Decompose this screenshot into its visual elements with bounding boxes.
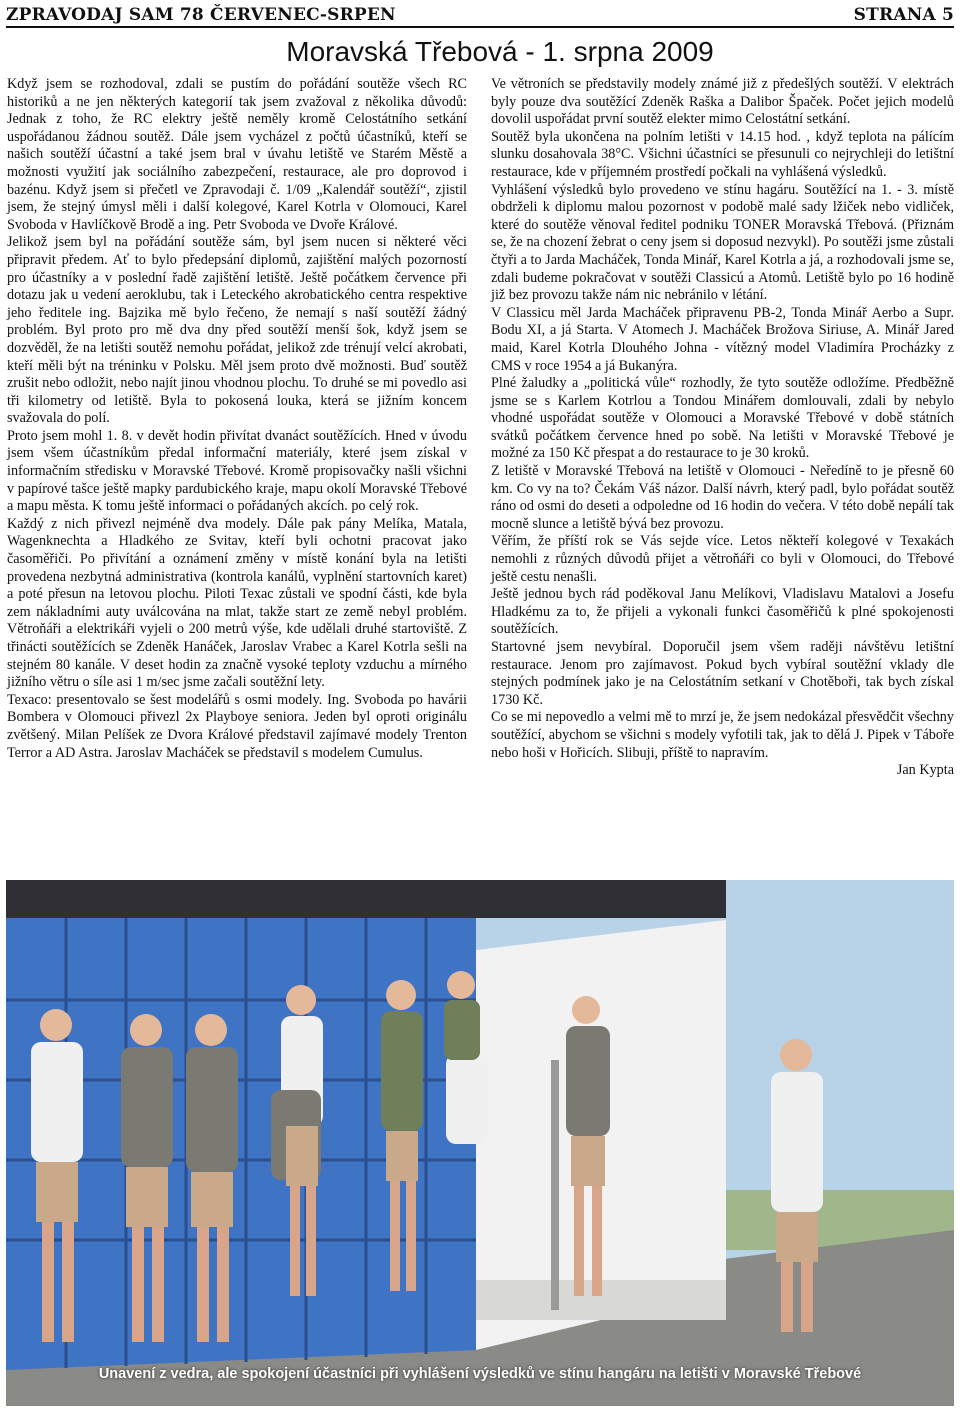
photo-caption: Unavení z vedra, ale spokojení účastníci při vyhlášení výsledků ve stínu hangáru na letišti v Moravské Třebové [98,1366,862,1382]
paragraph: Když jsem se rozhodoval, zdali se pustím do pořádání soutěže všech RC historiků a ne jen některých kategorií tak jsem zvažoval z několika důvodů: Jednak z toho, že RC elektry ještě neměly kromě Celostátního setkání uspořádanou žádnou soutěž. Dále jsem vycházel z počtů účastníků, kteří se našich soutěží účastní a také jsem bral v úvahu letiště ve Starém Městě a možnosti využití jak sociálního zabezpečení, restaurace, ale pro doprovod i bazénu. Když jsem si přečetl ve Zpravodaji č. 1/09 „Kalendář soutěží“, zjistil jsem, že stejný úmysl měli i další kolegové, Karel Kotrla v Olomouci, Karel Svoboda v Havlíčkově Brodě a ing. Petr Svoboda ve Dvoře Králové. [7,76,467,233]
newsletter-title: ZPRAVODAJ SAM 78 ČERVENEC-SRPEN [6,5,396,25]
header-rule [6,26,954,28]
page-header [6,3,954,25]
paragraph: Jelikož jsem byl na pořádání soutěže sám, byl jsem nucen si některé věci připravit předem. Ať to bylo předepsání diplomů, zajištění malých pozorností pro účastníky a v poslední řadě zajištění letiště. Ještě počátkem července při dotazu jak u vedení aeroklubu, tak i Leteckého akrobatického centra respektive jeho ředitele ing. Bajzika mě bylo řečeno, že nemají s naší soutěží žádný problém. Byl proto pro mě dva dny před soutěží menší šok, když jsem se dozvěděl, že na letišti soutěž nemohu pořádat, jelikož zde trénují velcí akrobati, kteří měli být na tréninku v Polsku. Měl jsem proto dvě možnosti. Buď soutěž zrušit nebo odložit, nebo najít jinou vhodnou plochu. To druhé se mi povedlo asi tři kilometry od letiště. Byla to pokosená louka, která se jižním koncem svažovala do polí. [7,234,467,427]
photo-illustration [6,880,954,1406]
paragraph: Vyhlášení výsledků bylo provedeno ve stínu hagáru. Soutěžící na 1. - 3. místě obdrželi k diplomu malou pozornost v podobě malé sady lžiček nebo vidliček, které do soutěže věnoval ředitel podniku TONER Moravská Třebová. (Přiznám se, že na chození žebrat o ceny jsem si doposud nezvykl). Po soutěži jsme zůstali čtyři a to Jarda Macháček, Tonda Minář, Karel Kotrla a já, a rozhodovali jsme se, zdali budeme pokračovat v soutěži Classicú a Atomů. Letiště bylo po 16 hodině již bez provozu takže nám nic nebránilo v létání. [491,181,954,304]
paragraph: Ještě jednou bych rád poděkoval Janu Melíkovi, Vladislavu Matalovi a Josefu Hladkému za to, že přijeli a vykonali funkci časoměřičů k plné spokojenosti soutěžících. [491,586,954,638]
photo-drainpipe [551,1060,559,1310]
paragraph: Startovné jsem nevybíral. Doporučil jsem všem raději návštěvu letištní restaurace. Jenom pro zajímavost. Pokud bych vybíral soutěžní vklady dle stejných podmínek jako je na Celostátním setkaní v Chotěboři, tak bych získal 1730 Kč. [491,639,954,708]
article-title: Moravská Třebová - 1. srpna 2009 [286,36,714,67]
hangar-photo [6,880,954,1406]
paragraph: V Classicu měl Jarda Macháček připravenu PB-2, Tonda Minář Aerbo a Supr. Bodu XI, a já Starta. V Atomech J. Macháček Brožova Siriuse, A. Minář Jared maid, Karel Kotrla Dlouhého Johna - vítězný model Vladimíra Procházky z CMS v roce 1954 a já Bukanýra. [491,304,954,374]
author-signature: Jan Kypta [896,762,954,779]
paragraph: Texaco: presentovalo se šest modelářů s osmi modely. Ing. Svoboda po havárii Bombera v Olomouci přivezl 2x Playboye seniora. Jeden byl oproti originálu zvětšený. Milan Pelíšek ze Dvora Králové představil zajímavé modely Trenton Terror a AD Astra. Jaroslav Macháček se představil s modelem Cumulus. [7,691,467,761]
paragraph: Každý z nich přivezl nejméně dva modely. Dále pak pány Melíka, Matala, Wagenknechta a Hladkého ze Svitav, kteří byli ochotni pracovat jako časoměřiči. Po přivítání a oznámení změny v místě konání byla na letišti provedena nezbytná administrativa (kontrola kanálů, vyplnění startovních karet) a poté přesun na letovou plochu. Piloti Texac zůstali ve spodní části, kde byla zem nákladními auty uválcována na mlat, takže start ze země nebyl problém. Větroňáři a elektrikáři vyjeli o 200 metrů výše, kde udělali druhé startoviště. Z třinácti soutěžících se Zdeněk Hanáček, Jaroslav Vrabec a Karel Kotrla sešli na stejném 80 kanále. V deset hodin za značně vysoké teploty vzduchu a mírného jižního větru o síle asi 1 m/sec jsme začali soutěžní lety. [7,515,467,691]
paragraph: Soutěž byla ukončena na polním letišti v 14.15 hod. , když teplota na pálícím slunku dosahovala 38°C. Všichni účastníci se přesunuli co nejrychleji do letištní restaurace, kde v příjemném prostředí počkali na vyhlášená výsledků. [491,128,954,180]
photo-hangar-roof [6,880,726,918]
left-column [7,76,467,762]
paragraph: Co se mi nepovedlo a velmi mě to mrzí je, že jsem nedokázal přesvědčit všechny soutěžící, abychom se všichni s modely vyfotili tak, jak to dělá J. Pipek v Táboře nebo hoši v Hořicích. Slibuji, příště to napravím. [491,709,954,761]
paragraph: Z letiště v Moravské Třebová na letiště v Olomouci - Neředíně to je přesně 60 km. Co vy na to? Čekám Váš názor. Další návrh, který padl, bylo pořádat soutěž ráno od osmi do deseti a odpoledne od 16 hodin do večera. V této době nepálí tak mocně slunce a letiště bývá bez provozu. [491,463,954,532]
paragraph: Věřím, že příští rok se Vás sejde více. Letos někteří kolegové v Texakách nemohli z různých důvodů přijet a větroňáři co byli v Olomouci, do Třebové ještě cestu nenašli. [491,533,954,585]
page-number: STRANA 5 [853,5,954,25]
paragraph: Plné žaludky a „politická vůle“ rozhodly, že tyto soutěže odložíme. Předběžně jsme se s Karlem Kotrlou a Tondou Minářem domlouvali, zdali by nebylo vhodné uspořádat soutěže v Olomouci a Moravské Třebové v době státních svátků počátkem července hned po sobě. Na letišti v Moravské Třebové je možné za 150 Kč přespat a do restaurace to je 30 kroků. [491,375,954,462]
paragraph: Proto jsem mohl 1. 8. v devět hodin přivítat dvanáct soutěžících. Hned v úvodu jsem všem účastníkům předal informační materiály, které jsem získal v informačním středisku v Moravské Třebové. Kromě propisovačky našli všichni v papírové tašce ještě mapky pardubického kraje, mapu okolí Moravské Třebové a mapu města. K tomu ještě informaci o pořádaných akcích. po celý rok. [7,427,467,515]
right-column [491,76,954,780]
paragraph: Ve větroních se představily modely známé již z předešlých soutěží. V elektrách byly pouze dva soutěžící Zdeněk Raška a Dalibor Špaček. Počet jejich modelů dovolil uspořádat první soutěž elekter mimo Celostátní setkání. [491,76,954,128]
